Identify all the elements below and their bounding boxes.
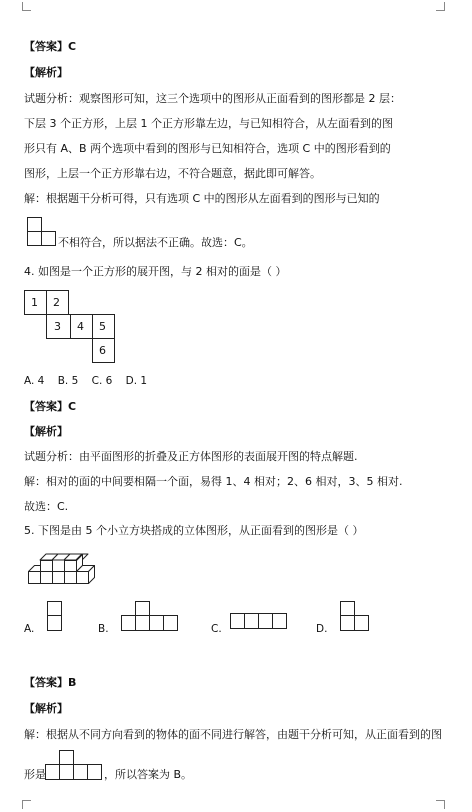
option-a-figure xyxy=(47,601,63,633)
option-d-label: D. xyxy=(316,623,328,635)
net-cell-label: 5 xyxy=(99,320,106,333)
solution-text-line: 解：根据题干分析可得，只有选项 C 中的图形从左面看到的图形与已知的 xyxy=(24,192,380,205)
cube-net-cells xyxy=(24,290,124,366)
option-a-label: A. xyxy=(24,623,35,635)
answer-label: 【答案】B xyxy=(24,676,77,689)
left-view-figure xyxy=(27,217,57,247)
net-cell-label: 2 xyxy=(53,296,60,309)
page-corner-mark xyxy=(436,2,445,11)
answer-label: 【答案】C xyxy=(24,400,77,413)
analysis-label: 【解析】 xyxy=(24,66,68,79)
analysis-label: 【解析】 xyxy=(24,425,68,438)
page-corner-mark xyxy=(22,800,31,809)
answer-label: 【答案】C xyxy=(24,40,77,53)
front-view-figure xyxy=(45,750,103,782)
question-4-text: 4. 如图是一个正方形的展开图，与 2 相对的面是（ ） xyxy=(24,265,287,278)
page-corner-mark xyxy=(436,800,445,809)
analysis-text-line: 图形，上层一个正方形靠右边，不符合题意，据此即可解答。 xyxy=(24,167,321,180)
solution-conclusion: ，所以答案为 B。 xyxy=(104,768,193,781)
page-corner-mark xyxy=(22,2,31,11)
option-c-figure xyxy=(230,613,288,631)
solution-text-line: 解：相对的面的中间要相隔一个面，易得 1、4 相对；2、6 相对，3、5 相对. xyxy=(24,475,403,488)
net-cell-label: 3 xyxy=(54,320,61,333)
question-5-text: 5. 下图是由 5 个小立方块搭成的立体图形，从正面看到的图形是（ ） xyxy=(24,524,364,537)
solution-text-line: 解：根据从不同方向看到的物体的面不同进行解答，由题干分析可知，从正面看到的图 xyxy=(24,728,442,741)
solution-conclusion: 不相符合，所以据法不正确。故选：C。 xyxy=(58,236,253,249)
net-cell-label: 6 xyxy=(99,344,106,357)
option-d-figure xyxy=(340,601,370,633)
cube-stack-figure xyxy=(28,548,100,588)
option-c-label: C. xyxy=(211,623,222,635)
analysis-text-line: 形只有 A、B 两个选项中看到的图形与已知相符合，选项 C 中的图形看到的 xyxy=(24,142,391,155)
conclusion-text: 故选：C. xyxy=(24,500,69,513)
net-cell-label: 4 xyxy=(77,320,84,333)
analysis-text-line: 试题分析：观察图形可知，这三个选项中的图形从正面看到的图形都是 2 层： xyxy=(24,92,401,105)
question-4-options: A. 4 B. 5 C. 6 D. 1 xyxy=(24,375,148,387)
analysis-label: 【解析】 xyxy=(24,702,68,715)
net-cell-label: 1 xyxy=(31,296,38,309)
option-b-label: B. xyxy=(98,623,109,635)
solution-prefix: 形是 xyxy=(24,768,46,781)
analysis-text-line: 下层 3 个正方形，上层 1 个正方形靠左边，与已知相符合，从左面看到的图 xyxy=(24,117,393,130)
option-b-figure xyxy=(121,601,179,633)
analysis-text-line: 试题分析：由平面图形的折叠及正方体图形的表面展开图的特点解题. xyxy=(24,450,358,463)
